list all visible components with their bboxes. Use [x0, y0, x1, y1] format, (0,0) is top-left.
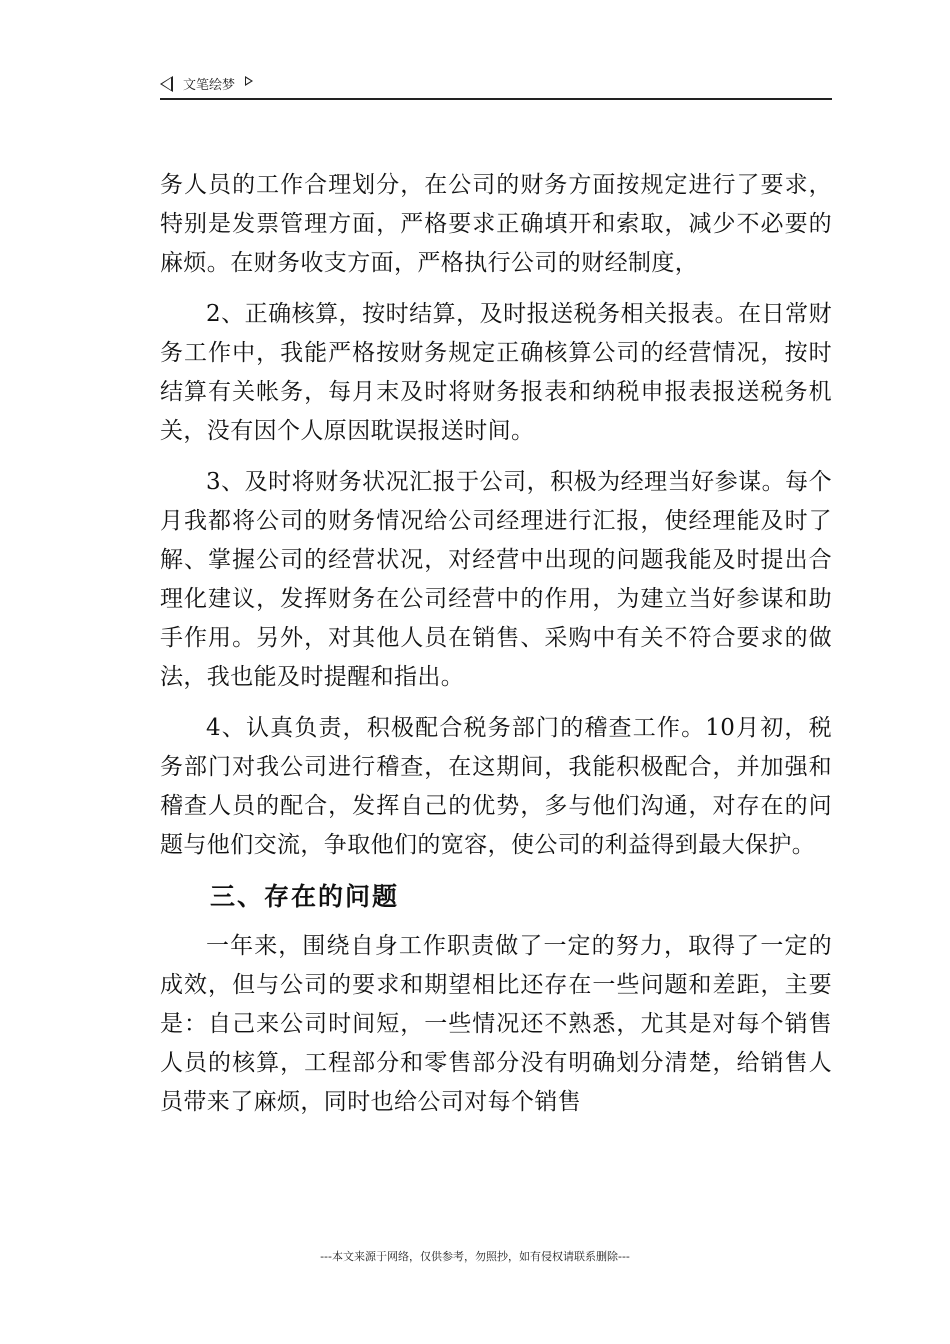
header-bar — [160, 74, 253, 93]
triangle-left-icon — [160, 76, 173, 92]
section-heading: 三、存在的问题 — [210, 882, 400, 911]
paragraph-item-4: 4、认真负责，积极配合税务部门的稽查工作。10月初，税务部门对我公司进行稽查，在这期间，我能积极配合，并加强和稽查人员的配合，发挥自己的优势，多与他们沟通，对存在的问题与他们交流，争取他们的宽容，使公司的利益得到最大保护。 — [160, 715, 832, 858]
paragraph-item-2: 2、正确核算，按时结算，及时报送税务相关报表。在日常财务工作中，我能严格按财务规定正确核算公司的经营情况，按时结算有关帐务，每月末及时将财务报表和纳税申报表报送税务机关，没有因个人原因耽误报送时间。 — [160, 301, 832, 444]
page-header — [160, 72, 832, 100]
header-title: 文笔绘梦 — [183, 78, 236, 93]
triangle-right-icon — [245, 76, 253, 86]
section-paragraph: 一年来，围绕自身工作职责做了一定的努力，取得了一定的成效，但与公司的要求和期望相比还存在一些问题和差距，主要是：自己来公司时间短，一些情况还不熟悉，尤其是对每个销售人员的核算，工程部分和零售部分没有明确划分清楚，给销售人员带来了麻烦，同时也给公司对每个销售 — [160, 933, 832, 1115]
document-body — [160, 166, 832, 1134]
paragraph-item-3: 3、及时将财务状况汇报于公司，积极为经理当好参谋。每个月我都将公司的财务情况给公司经理进行汇报，使经理能及时了解、掌握公司的经营状况，对经营中出现的问题我能及时提出合理化建议，发挥财务在公司经营中的作用，为建立当好参谋和助手作用。另外，对其他人员在销售、采购中有关不符合要求的做法，我也能及时提醒和指出。 — [160, 469, 832, 690]
paragraph-continued: 务人员的工作合理划分，在公司的财务方面按规定进行了要求，特别是发票管理方面，严格要求正确填开和索取，减少不必要的麻烦。在财务收支方面，严格执行公司的财经制度， — [160, 172, 832, 276]
page-footer: ---本文来源于网络，仅供参考，勿照抄，如有侵权请联系删除--- — [320, 1250, 630, 1263]
